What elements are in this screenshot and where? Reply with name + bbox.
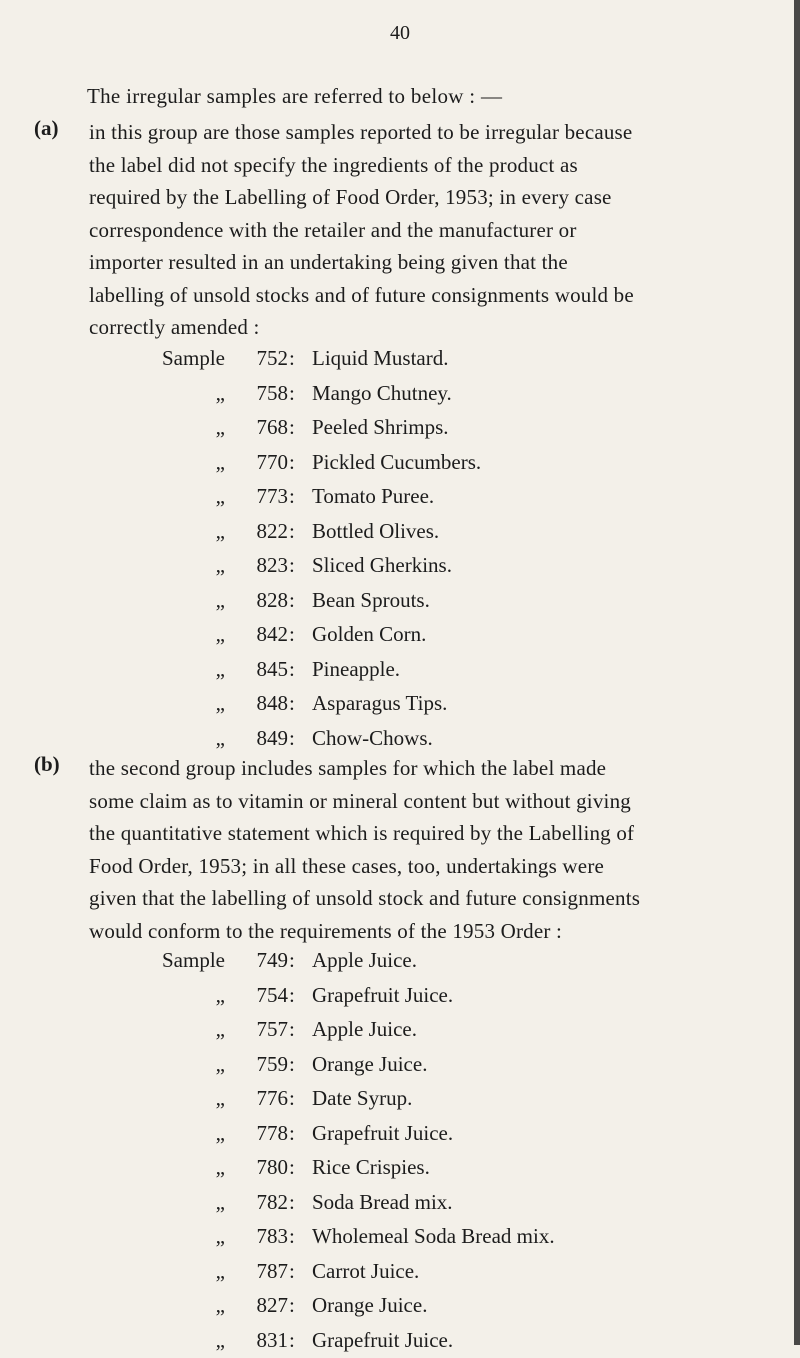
- sample-prefix: „: [215, 1155, 225, 1179]
- sample-row: [0, 415, 800, 445]
- sample-prefix: „: [215, 622, 225, 646]
- sample-colon: :: [289, 553, 295, 577]
- sample-item: Sliced Gherkins.: [312, 553, 452, 577]
- section-a-line: the label did not specify the ingredients of the product as: [89, 152, 578, 177]
- sample-item: Mango Chutney.: [312, 380, 452, 405]
- sample-prefix: „: [215, 1189, 225, 1214]
- sample-number: 776: [256, 1086, 288, 1110]
- sample-number: 759: [256, 1051, 288, 1076]
- sample-row: [0, 1121, 800, 1151]
- sample-item: Liquid Mustard.: [312, 346, 449, 370]
- section-b-line: some claim as to vitamin or mineral content but without giving: [89, 788, 631, 813]
- sample-colon: :: [289, 1224, 295, 1248]
- sample-colon: :: [289, 1155, 295, 1179]
- sample-item: Orange Juice.: [312, 1051, 428, 1076]
- sample-number: 770: [256, 449, 288, 474]
- section-a-paragraph: [89, 116, 779, 344]
- sample-row: [0, 622, 800, 652]
- section-b-line: Food Order, 1953; in all these cases, too, undertakings were: [89, 853, 605, 878]
- sample-row: [0, 553, 800, 583]
- sample-prefix: „: [215, 484, 225, 508]
- sample-prefix: „: [215, 982, 225, 1007]
- sample-colon: :: [289, 725, 295, 750]
- sample-colon: :: [289, 1293, 295, 1317]
- section-b-line: the second group includes samples for which the label made: [89, 756, 607, 780]
- sample-prefix: „: [215, 553, 225, 577]
- section-b-marker: (b): [34, 752, 60, 776]
- sample-prefix: „: [215, 1086, 225, 1110]
- sample-row: [0, 1086, 800, 1116]
- sample-colon: :: [289, 1086, 295, 1110]
- sample-row: [0, 691, 800, 721]
- sample-item: Orange Juice.: [312, 1293, 428, 1317]
- sample-item: Apple Juice.: [312, 1017, 417, 1041]
- sample-item: Pineapple.: [312, 656, 401, 681]
- sample-colon: :: [289, 1327, 295, 1352]
- sample-colon: :: [289, 1189, 295, 1214]
- intro-text: The irregular samples are referred to below : —: [87, 84, 503, 108]
- sample-item: Rice Crispies.: [312, 1155, 430, 1179]
- sample-row: [0, 450, 800, 480]
- sample-number: 822: [256, 518, 288, 543]
- sample-number: 758: [256, 380, 288, 405]
- sample-number: 780: [256, 1155, 288, 1179]
- sample-prefix: Sample: [162, 346, 225, 370]
- sample-number: 778: [256, 1120, 288, 1145]
- sample-item: Pickled Cucumbers.: [312, 449, 482, 474]
- sample-number: 754: [256, 982, 288, 1007]
- sample-row: [0, 1328, 800, 1358]
- sample-item: Date Syrup.: [312, 1086, 413, 1110]
- page-edge-shadow: [794, 0, 800, 1345]
- section-a-line: in this group are those samples reported to be irregular because: [89, 120, 633, 144]
- sample-number: 823: [256, 553, 288, 577]
- sample-row: [0, 726, 800, 756]
- sample-number: 787: [256, 1258, 288, 1283]
- sample-item: Soda Bread mix.: [312, 1189, 453, 1214]
- sample-colon: :: [289, 1051, 295, 1076]
- sample-prefix: „: [215, 1017, 225, 1041]
- sample-colon: :: [289, 948, 295, 972]
- sample-colon: :: [289, 1120, 295, 1145]
- sample-item: Grapefruit Juice.: [312, 1120, 454, 1145]
- sample-item: Carrot Juice.: [312, 1258, 420, 1283]
- section-a-line: correspondence with the retailer and the manufacturer or: [89, 217, 577, 242]
- sample-colon: :: [289, 415, 295, 439]
- sample-row: [0, 346, 800, 376]
- sample-colon: :: [289, 1258, 295, 1283]
- sample-colon: :: [289, 380, 295, 405]
- sample-number: 827: [256, 1293, 288, 1317]
- sample-row: [0, 1190, 800, 1220]
- sample-prefix: „: [215, 656, 225, 681]
- sample-colon: :: [289, 622, 295, 646]
- section-a-line: correctly amended :: [89, 315, 260, 339]
- sample-row: [0, 1017, 800, 1047]
- sample-number: 768: [256, 415, 288, 439]
- sample-number: 831: [256, 1327, 288, 1352]
- section-b-paragraph: [89, 752, 779, 947]
- section-b-line: the quantitative statement which is required by the Labelling of: [89, 821, 635, 845]
- sample-number: 842: [256, 622, 288, 646]
- sample-colon: :: [289, 346, 295, 370]
- sample-colon: :: [289, 449, 295, 474]
- sample-row: [0, 1293, 800, 1323]
- sample-row: [0, 519, 800, 549]
- sample-item: Tomato Puree.: [312, 484, 435, 508]
- sample-number: 773: [256, 484, 288, 508]
- sample-prefix: „: [215, 691, 225, 715]
- sample-colon: :: [289, 518, 295, 543]
- sample-prefix: „: [215, 1293, 225, 1317]
- section-a-line: labelling of unsold stocks and of future consignments would be: [89, 282, 634, 307]
- sample-item: Chow-Chows.: [312, 725, 433, 750]
- sample-number: 752: [256, 346, 288, 370]
- sample-row: [0, 657, 800, 687]
- sample-prefix: „: [215, 380, 225, 405]
- sample-number: 848: [256, 691, 288, 715]
- sample-item: Peeled Shrimps.: [312, 415, 449, 439]
- sample-item: Apple Juice.: [312, 948, 417, 972]
- sample-row: [0, 983, 800, 1013]
- sample-row: [0, 948, 800, 978]
- sample-prefix: „: [215, 587, 225, 612]
- sample-colon: :: [289, 656, 295, 681]
- sample-prefix: „: [215, 1051, 225, 1076]
- sample-prefix: „: [215, 725, 225, 750]
- sample-row: [0, 381, 800, 411]
- sample-row: [0, 484, 800, 514]
- sample-row: [0, 1259, 800, 1289]
- sample-colon: :: [289, 982, 295, 1007]
- sample-item: Bottled Olives.: [312, 518, 440, 543]
- sample-number: 749: [256, 948, 288, 972]
- sample-item: Bean Sprouts.: [312, 587, 430, 612]
- sample-prefix: „: [215, 415, 225, 439]
- sample-number: 828: [256, 587, 288, 612]
- sample-row: [0, 1155, 800, 1185]
- sample-prefix: „: [215, 1327, 225, 1352]
- sample-prefix: „: [215, 1120, 225, 1145]
- sample-number: 757: [256, 1017, 288, 1041]
- sample-item: Asparagus Tips.: [312, 691, 448, 715]
- sample-prefix: „: [215, 449, 225, 474]
- sample-prefix: „: [215, 1258, 225, 1283]
- sample-row: [0, 588, 800, 618]
- sample-prefix: „: [215, 1224, 225, 1248]
- section-b-line: given that the labelling of unsold stock and future consignments: [89, 886, 641, 910]
- section-a-line: required by the Labelling of Food Order, 1953; in every case: [89, 185, 612, 209]
- sample-item: Grapefruit Juice.: [312, 1327, 454, 1352]
- sample-colon: :: [289, 587, 295, 612]
- sample-item: Grapefruit Juice.: [312, 982, 454, 1007]
- sample-row: [0, 1224, 800, 1254]
- sample-prefix: Sample: [162, 948, 225, 972]
- sample-row: [0, 1052, 800, 1082]
- sample-item: Golden Corn.: [312, 622, 427, 646]
- section-b-line: would conform to the requirements of the 1953 Order :: [89, 918, 563, 943]
- sample-colon: :: [289, 484, 295, 508]
- sample-number: 783: [256, 1224, 288, 1248]
- sample-item: Wholemeal Soda Bread mix.: [312, 1224, 555, 1248]
- sample-colon: :: [289, 1017, 295, 1041]
- sample-colon: :: [289, 691, 295, 715]
- section-a-marker: (a): [34, 116, 59, 140]
- page-number: 40: [390, 22, 410, 44]
- sample-number: 845: [256, 656, 288, 681]
- sample-number: 849: [256, 725, 288, 750]
- sample-number: 782: [256, 1189, 288, 1214]
- section-a-line: importer resulted in an undertaking being given that the: [89, 250, 568, 274]
- sample-prefix: „: [215, 518, 225, 543]
